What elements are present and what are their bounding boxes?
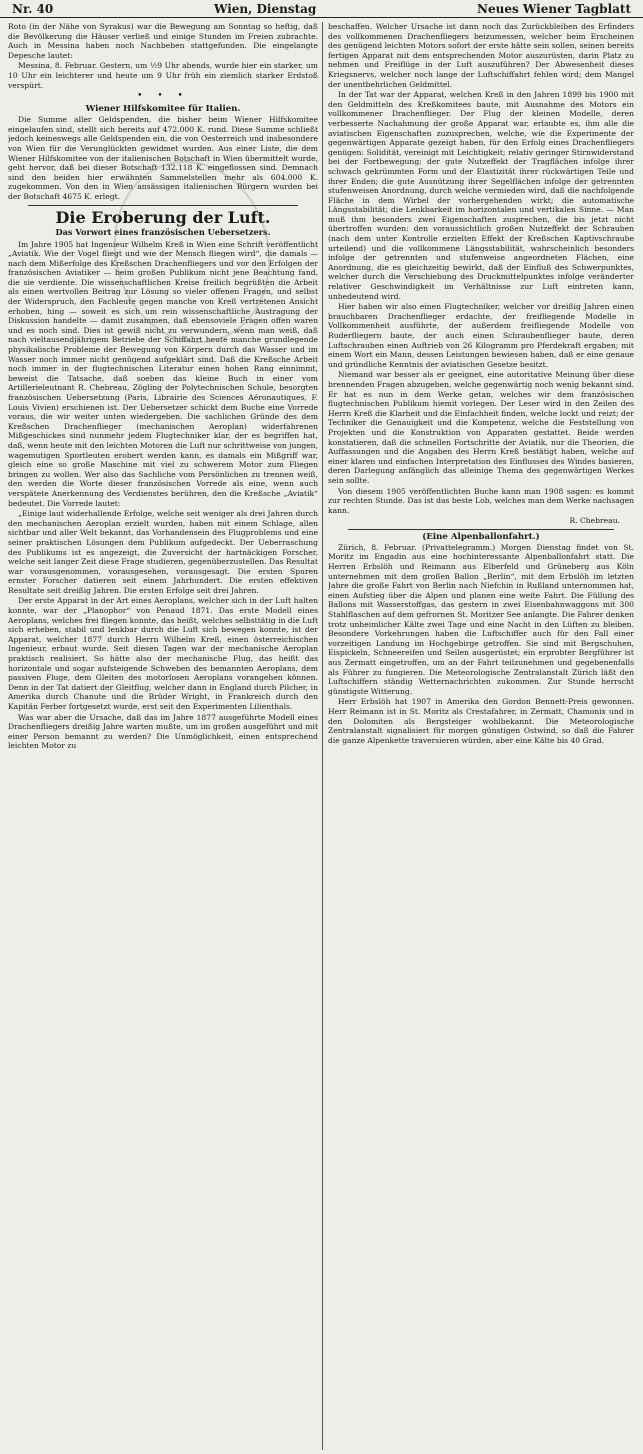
masthead	[0, 0, 643, 18]
article-paragraph: In der Tat war der Apparat, welchen Kreß in den Jahren 1899 bis 1900 mit den Geldmitteln des Kreßkomitees baute, mit Ausnahme des Motors ein vollkommener Drachenflieger. Der Flug der kleinen Modelle, deren verbesserte Nachahmung der große Apparat war, erlaubte es, ihm alle die aviatischen Eigenschaften zuzusprechen, welche, wie die Experimente der gegenwärtigen Apparate gezeigt haben, für den Erfolg eines Drachenfliegers genügen: Solidität, vereinigt mit Leichtigkeit; relativ geringer Stirnwiderstand bei der Fortbewegung; der gute Nutzeffekt der Tragflächen infolge ihrer schwach gekrümmten Form und der Elastizität ihrer rückwärtigen Teile und ihrer Enden; die gute Ausnützung ihrer Segelflächen infolge der getrennten stufenweisen Anordnung, durch welche vermieden wird, daß die nachfolgende Fläche in dem Wirbel der vorhergehenden wirkt; die automatische Längsstabilität; die Lenkbarkeit im horizontalen und vertikalen Sinne. — Man muß ihm besonders zwei Eigenschaften zusprechen, die bis jetzt nicht übertroffen wurden: den voraussichtlich großen Nutzeffekt der Schrauben (nach dem unter Kontrolle erzielten Effekt der Kreßschen Kaptivschraube urteilend) und die vollkommene Längsstabilität, wahrscheinlich besonders infolge der getrennten und stufenweise angeordneten Flächen, eine Anordnung, die es gleichzeitig bewirkt, daß der Einfluß des Schwerpunktes, welcher durch die Verschiebung des Druckmittelpunktes infolge veränderter relativer Geschwindigkeit im Verhältnisse zur Luft eintreten kann, unbedeutend wird.	[328, 90, 634, 301]
article-paragraph: Von diesem 1905 veröffentlichten Buche kann man 1908 sagen: es kommt zur rechten Stunde. Das ist das beste Lob, welches man dem Werke nachsagen kann.	[328, 486, 634, 515]
columns	[0, 22, 643, 1452]
alpenballon-paragraph: Herr Erbslöh hat 1907 in Amerika den Gordon Bennett-Preis gewonnen. Herr Reimann ist in St. Moritz als Crestafahrer, in Zermatt, Chamonix und in den Dolomiten als Bergsteiger wohlbekannt. Die Meteorologische Zentralanstalt signalisiert für morgen günstigen Ostwind, so daß die Fahrer die ganze Alpenkette traversieren würden, aber eine Kälte bis 40 Grad.	[328, 697, 634, 745]
issue-number: Nr. 40	[12, 1, 54, 16]
intro-paragraph: Roto (in der Nähe von Syrakus) war die Bewegung am Sonntag so heftig, daß die Bevölkerung die Häuser verließ und einige Stunden im Freien zubrachte. Auch in Messina haben noch Nachbeben stattgefunden. Die eingelangte Depesche lautet:	[8, 22, 318, 60]
messina-dispatch: Messina, 8. Februar. Gestern, um ½9 Uhr abends, wurde hier ein starker, um 10 Uhr ein leichterer und heute um 9 Uhr früh ein ziemlich starker Erdstoß verspürt.	[8, 61, 318, 90]
hilfskomitee-heading: Wiener Hilfskomitee für Italien.	[85, 104, 241, 115]
hilfskomitee-body: Die Summe aller Geldspenden, die bisher beim Wiener Hilfskomitee eingelaufen sind, stellt sich bereits auf 472.000 K. rund. Diese Summe schließt jedoch keineswegs alle Geldspenden ein, die von Oesterreich und insbesondere von Wien für die Verunglückten gewidmet wurden. Aus einer Liste, die dem Wiener Hilfskomitee von der italienischen Botschaft in Wien übermittelt wurde, geht hervor, daß bei dieser Botschaft 132.118 K. eingeflossen sind. Demnach sind den beiden hier erwähnten Sammelstellen mehr als 604.000 K. zugekommen. Von den in Wien ansässigen italienischen Bürgern wurden bei der Botschaft 4675 K. erlegt.	[8, 115, 318, 201]
section-rule	[348, 529, 614, 530]
article-paragraph: beschaffen. Welcher Ursache ist dann noch das Zurückbleiben des Erfinders des vollkommenen Drachenfliegers beizumessen, welcher beim Erscheinen des genügend leichten Motors sofort der erste hätte sein sollen, seinen bereits fertigen Apparat mit dem entsprechenden Motor auszurüsten, darin Platz zu nehmen und Freiflüge in der Luft auszuführen? Der Abwesenheit dieses Kriegsnervs, welcher noch lange der Luftschiffahrt fehlen wird; dem Mangel der unentbehrlichen Geldmittel.	[328, 22, 634, 89]
article-paragraph: Niemand war besser als er geeignet, eine autoritative Meinung über diese brennenden Fragen abzugeben, welche gegenwärtig noch wenig bekannt sind. Er hat es nun in dem Werke getan, welches wir dem französischen flugtechnischen Publikum hiemit vorlegen. Der Leser wird in den Zeilen des Herrn Kreß die Klarheit und die Einfachheit finden, welche lockt und reizt; der Techniker die Genauigkeit und die Kompetenz, welche die Feststellung von Projekten und die Konstruktion von Apparaten gestattet. Beide werden konstatieren, daß die schnellen Fortschritte der Aviatik, nur die Theorien, die Auffassungen und die Angaben des Herrn Kreß bestätigt haben, welche auf einer klaren und einfachen Interpretation des Einflusses des Windes basieren, deren Darlegung anfänglich das alleinige Thema des gegenwärtigen Werkes sein sollte.	[328, 370, 634, 485]
article-paragraph: Hier haben wir also einen Flugtechniker, welcher vor dreißig Jahren einen brauchbaren Drachenflieger erdachte, der freifliegende Modelle in Vollkommenheit ausführte, der außerdem freifliegende Modelle von Ruderfliegern baute, der auch einen Schraubenflieger baute, deren Luftschrauben einen Auftrieb von 26 Kilogramm pro Pferdekraft ergaben; mit einem Wort ein Mann, dessen Leistungen bewiesen haben, daß er eine genaue und gründliche Kenntnis der aviatischen Gesetze besitzt.	[328, 302, 634, 369]
article-paragraph: Der erste Apparat in der Art eines Aeroplans, welcher sich in der Luft halten konnte, war der „Planophor“ von Penaud 1871. Das erste Modell eines Aeroplans, welches frei fliegen konnte, das heißt, welches selbsttätig in die Luft sich erheben, stabil und lenkbar durch die Luft sich bewegen konnte, ist der Apparat, welcher 1877 durch Herrn Wilhelm Kreß, einen österreichischen Ingenieur, erbaut wurde. Seit diesen Tagen war der mechanische Aeroplan praktisch realisiert. So hätte also der mechanische Flug, das heißt das horizontale und sogar aufsteigende Schweben des bemannten Aeroplans, dem passiven Fluge, dem Gleiten des motorlosen Aeroplans vorangehen können. Denn in der Tat datiert der Gleitflug, welcher dann in England durch Pilcher, in Amerika durch Chanute und die Brüder Wright, in Frankreich durch den Kapitän Ferber fortgesetzt wurde, erst seit den Experimenten Lilienthals.	[8, 596, 318, 711]
article-paragraph: Im Jahre 1905 hat Ingenieur Wilhelm Kreß in Wien eine Schrift veröffentlicht „Aviatik. Wie der Vogel fliegt und wie der Mensch fliegen wird“, die damals — nach dem Mißerfolge des Kreßschen Drachenfliegers und vor den Erfolgen der französischen Aviatiker — beim großen Publikum nicht jene Beachtung fand, die sie verdiente. Die wissenschaftlichen Kreise freilich begrüßten die Arbeit als einen wertvollen Beitrag zur Lösung so vieler offenen Fragen, und selbst der Widerspruch, den Fachleute gegen manche von Kreß vertretenen Ansicht erhoben, hing — soweit es sich um rein wissenschaftliche Austragung der Diskussion handelte — damit zusammen, daß ebensoviele Fragen offen waren und es noch sind. Dies ist gewiß nicht zu verwundern, wenn man weiß, daß nach vieltausendjährigem Betriebe der Schiffahrt heute manche grundlegende physikalische Probleme der Bewegung von Körpern durch das Wasser und im Wasser noch immer nicht genügend aufgeklärt sind. Daß die Kreßsche Arbeit noch immer in der flugtechnischen Literatur einen hohen Rang einnimmt, beweist die Tatsache, daß soeben das kleine Buch in einer vom Artillerieleutnant R. Chebreau, Zögling der Polytechnischen Schule, besorgten französischen Uebersetzung (Paris, Librairie des Sciences Aéronautiques, F. Louis Vivien) erschienen ist. Der Uebersetzer schickt dem Buche eine Vorrede voraus, die wir weiter unten wiedergeben. Die sachlichen Gründe des dem Kreßschen Drachenflieger (mechanischen Aeroplan) widerfahrenen Mißgeschickes sind nunmehr jedem Flugtechniker klar, der es begriffen hat, daß, wenn heute mit den leichten Motoren die Luft nur schrittweise von jungen, wagemutigen Sportleuten erobert werden kann, es damals ein Mißgriff war, gleich eine so große Maschine mit viel zu schwerem Motor zum Fliegen bringen zu wollen. Wer also das Sachliche vom Persönlichen zu trennen weiß, den werden die Worte dieser französischen Vorrede als eine, wenn auch verspätete Anerkennung des Verdienstes berühren, den die Kreßsche „Aviatik“ bedeutet. Die Vorrede lautet:	[8, 239, 318, 508]
article-paragraph: „Einige laut widerhallende Erfolge, welche seit weniger als drei Jahren durch den mechanischen Aeroplan erzielt wurden, haben mit einem Schlage, allen sichtbar und aller Welt bekannt, das Vorhandensein des Flugproblems und eine seiner praktischen Lösungen dem Publikum aufgedeckt. Der Ueberraschung des Publikums ist es angezeigt, die Zuversicht der hartnäckigen Forscher, welche seit langer Zeit diese Frage studieren, gegenüberzustellen. Das Resultat war vorausgenommen, vorausgesehen, vorausgesagt. Die ersten Spuren ernster Forscher datieren seit einem Jahrhundert. Die ersten effektiven Resultate seit dreißig Jahren. Die ersten Erfolge seit drei Jahren.	[8, 509, 318, 595]
alpenballon-paragraph: Zürich, 8. Februar. (Privattelegramm.) Morgen Dienstag findet von St. Moritz im Engadin aus eine hochinteressante Alpenballonfahrt statt. Die Herren Erbslöh und Reimann aus Elberfeld und Grüneberg aus Köln unternehmen mit dem großen Ballon „Berlin“, mit dem Erbslöh im letzten Jahre die große Fahrt von Berlin nach Niefchin in Rußland unternommen hat, einen Aufstieg über die Alpen und planen eine weite Fahrt. Die Füllung des Ballons mit Wasserstoffgas, das gestern in zwei Eisenbahnwaggons mit 300 Stahlflaschen auf dem gefrornen St. Moritzer See anlangte. Die Fahrer denken trotz unheimlicher Kälte zwei Tage und eine Nacht in den Lüften zu bleiben. Besondere Vorkehrungen haben die Luftschiffer auch für den Fall einer vorzeitigen Landung im Hochgebirge getroffen. Sie sind mit Bergschuhen, Eispickeln, Schneereifen und Seilen ausgerüstet; ein erprobter Bergführer ist aus Zermatt eingetroffen, um an der Fahrt teilzunehmen und gegebenenfalls als Führer zu fungieren. Die Meteorologische Zentralanstalt Zürich läßt den Luftschiffern ständig Wetternachrichten zukommen. Zur Stunde herrscht günstigste Witterung.	[328, 542, 634, 696]
translator-signature: R. Chebreau.	[569, 516, 620, 526]
place-day: Wien, Dienstag	[213, 1, 317, 16]
article-headline: Die Eroberung der Luft.	[55, 207, 271, 227]
paper-title: Neues Wiener Tagblatt	[477, 1, 631, 16]
right-column	[328, 22, 634, 1452]
ornament: • • •	[137, 91, 189, 102]
alpenballon-heading: (Eine Alpenballonfahrt.)	[422, 531, 540, 542]
article-subhead: Das Vorwort eines französischen Uebersetzers.	[55, 226, 271, 237]
article-paragraph: Was war aber die Ursache, daß das im Jahre 1877 ausgeführte Modell eines Drachenfliegers dreißig Jahre warten mußte, um im großen ausgeführt und mit einer Person bemannt zu werden? Die Unmöglichkeit, einen entsprechend leichten Motor zu	[8, 712, 318, 751]
left-column	[8, 22, 318, 1452]
section-rule	[28, 205, 298, 206]
